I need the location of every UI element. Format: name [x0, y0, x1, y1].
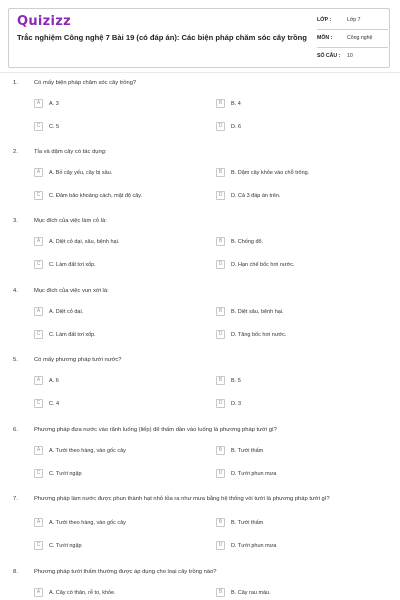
question-text: Tỉa và dặm cây có tác dụng:: [34, 149, 107, 155]
option-text: D. Tưới phun mưa: [231, 471, 277, 477]
option-key-box: B: [216, 99, 225, 108]
meta-label: SỐ CÂU :: [317, 53, 341, 59]
option-text: B. 4: [231, 101, 241, 107]
option-text: B. Cây rau màu.: [231, 590, 271, 596]
question-number: 8.: [13, 569, 18, 575]
meta-value: Lớp 7: [347, 17, 361, 23]
option-d[interactable]: [216, 330, 386, 340]
option-key-box: C: [34, 399, 43, 408]
option-key-box: A: [34, 518, 43, 527]
option-b[interactable]: [216, 518, 386, 528]
option-key-box: D: [216, 191, 225, 200]
option-a[interactable]: [34, 307, 194, 317]
worksheet-meta: [309, 9, 390, 67]
option-a[interactable]: [34, 518, 194, 528]
option-a[interactable]: [34, 446, 194, 456]
worksheet-header: [8, 8, 390, 68]
option-text: B. 5: [231, 378, 241, 384]
option-c[interactable]: [34, 122, 194, 132]
option-text: A. Diệt cỏ dại.: [49, 309, 84, 315]
option-b[interactable]: [216, 376, 386, 386]
question-number: 4.: [13, 288, 18, 294]
option-b[interactable]: [216, 307, 386, 317]
option-b[interactable]: [216, 588, 386, 598]
question-text: Có mấy phương pháp tưới nước?: [34, 357, 122, 363]
question-1: [0, 80, 400, 140]
option-a[interactable]: [34, 376, 194, 386]
question-6: [0, 427, 400, 487]
option-text: C. Làm đất tơi xốp.: [49, 262, 96, 268]
option-key-box: B: [216, 518, 225, 527]
option-text: B. Tưới thấm: [231, 520, 264, 526]
meta-value: 10: [347, 53, 353, 59]
option-key-box: C: [34, 541, 43, 550]
question-number: 1.: [13, 80, 18, 86]
option-key-box: A: [34, 99, 43, 108]
option-text: C. Tưới ngập: [49, 471, 82, 477]
option-d[interactable]: [216, 260, 386, 270]
option-key-box: A: [34, 588, 43, 597]
option-key-box: D: [216, 541, 225, 550]
question-text: Phương pháp đưa nước vào rãnh luống (liếp) để thấm dần vào luống là phương pháp tưới gì?: [34, 427, 277, 433]
option-key-box: C: [34, 469, 43, 478]
option-d[interactable]: [216, 469, 386, 479]
option-key-box: C: [34, 191, 43, 200]
option-key-box: D: [216, 122, 225, 131]
option-text: A. 3: [49, 101, 59, 107]
option-c[interactable]: [34, 469, 194, 479]
option-d[interactable]: [216, 122, 386, 132]
option-c[interactable]: [34, 399, 194, 409]
option-text: A. Tưới theo hàng, vào gốc cây: [49, 448, 126, 454]
meta-row-class: [317, 11, 388, 30]
option-key-box: B: [216, 307, 225, 316]
option-text: D. 6: [231, 124, 242, 130]
option-key-box: D: [216, 260, 225, 269]
option-b[interactable]: [216, 446, 386, 456]
worksheet-title: Trắc nghiệm Công nghệ 7 Bài 19 (có đáp án): Các biện pháp chăm sóc cây trồng: [17, 33, 307, 42]
option-text: D. Cả 3 đáp án trên.: [231, 193, 281, 199]
option-text: A. 6: [49, 378, 59, 384]
option-key-box: C: [34, 122, 43, 131]
option-c[interactable]: [34, 541, 194, 551]
option-text: A. Cây có thân, rễ to, khỏe.: [49, 590, 116, 596]
option-key-box: C: [34, 260, 43, 269]
question-text: Mục đích của việc làm cỏ là:: [34, 218, 107, 224]
option-key-box: A: [34, 237, 43, 246]
option-text: A. Tưới theo hàng, vào gốc cây: [49, 520, 126, 526]
option-b[interactable]: [216, 168, 386, 178]
option-text: D. Tưới phun mưa: [231, 543, 277, 549]
option-b[interactable]: [216, 237, 386, 247]
option-text: C. 4: [49, 401, 60, 407]
option-text: C. Đảm bảo khoảng cách, mật độ cây.: [49, 193, 143, 199]
meta-label: MÔN :: [317, 35, 333, 41]
option-key-box: A: [34, 168, 43, 177]
option-text: D. Hạn chế bốc hơi nước.: [231, 262, 295, 268]
option-key-box: B: [216, 588, 225, 597]
option-key-box: D: [216, 330, 225, 339]
question-4: [0, 288, 400, 348]
option-key-box: A: [34, 446, 43, 455]
option-a[interactable]: [34, 588, 194, 598]
option-text: D. 3: [231, 401, 242, 407]
option-key-box: B: [216, 237, 225, 246]
option-b[interactable]: [216, 99, 386, 109]
meta-row-subject: [317, 29, 388, 48]
option-text: B. Tưới thấm: [231, 448, 264, 454]
option-key-box: B: [216, 376, 225, 385]
question-number: 5.: [13, 357, 18, 363]
option-d[interactable]: [216, 191, 386, 201]
option-c[interactable]: [34, 330, 194, 340]
option-d[interactable]: [216, 541, 386, 551]
question-5: [0, 357, 400, 417]
option-key-box: D: [216, 399, 225, 408]
question-number: 3.: [13, 218, 18, 224]
option-key-box: A: [34, 376, 43, 385]
question-3: [0, 218, 400, 278]
option-text: C. 5: [49, 124, 60, 130]
question-text: Mục đích của việc vun xới là:: [34, 288, 109, 294]
option-key-box: B: [216, 168, 225, 177]
option-key-box: D: [216, 469, 225, 478]
option-text: D. Tăng bốc hơi nước.: [231, 332, 287, 338]
meta-value: Công nghệ: [347, 35, 373, 41]
option-key-box: A: [34, 307, 43, 316]
option-a[interactable]: [34, 237, 194, 247]
option-c[interactable]: [34, 191, 194, 201]
question-number: 7.: [13, 496, 18, 502]
question-8: [0, 569, 400, 600]
question-text: Phương pháp làm nước được phun thành hạt nhỏ tỏa ra như mưa bằng hệ thống vòi tưới là phương pháp tưới gì?: [34, 496, 330, 502]
option-text: B. Diệt sâu, bệnh hại.: [231, 309, 284, 315]
option-text: A. Bỏ cây yếu, cây bị sâu.: [49, 170, 113, 176]
option-text: C. Làm đất tơi xốp.: [49, 332, 96, 338]
option-d[interactable]: [216, 399, 386, 409]
option-a[interactable]: [34, 168, 194, 178]
option-text: B. Dặm cây khỏe vào chỗ trống.: [231, 170, 310, 176]
question-number: 6.: [13, 427, 18, 433]
question-text: Có mấy biện pháp chăm sóc cây trồng?: [34, 80, 137, 86]
header-divider: [0, 72, 400, 73]
option-c[interactable]: [34, 260, 194, 270]
meta-row-count: [317, 47, 388, 65]
option-text: C. Tưới ngập: [49, 543, 82, 549]
question-text: Phương pháp tưới thấm thường được áp dụng cho loại cây trồng nào?: [34, 569, 217, 575]
question-2: [0, 149, 400, 209]
quizizz-logo: Quizizz: [17, 14, 72, 29]
option-a[interactable]: [34, 99, 194, 109]
option-text: A. Diệt cỏ dại, sâu, bệnh hại.: [49, 239, 120, 245]
option-key-box: B: [216, 446, 225, 455]
question-number: 2.: [13, 149, 18, 155]
option-key-box: C: [34, 330, 43, 339]
meta-label: LỚP :: [317, 17, 332, 23]
question-7: [0, 496, 400, 556]
option-text: B. Chống đổ.: [231, 239, 264, 245]
